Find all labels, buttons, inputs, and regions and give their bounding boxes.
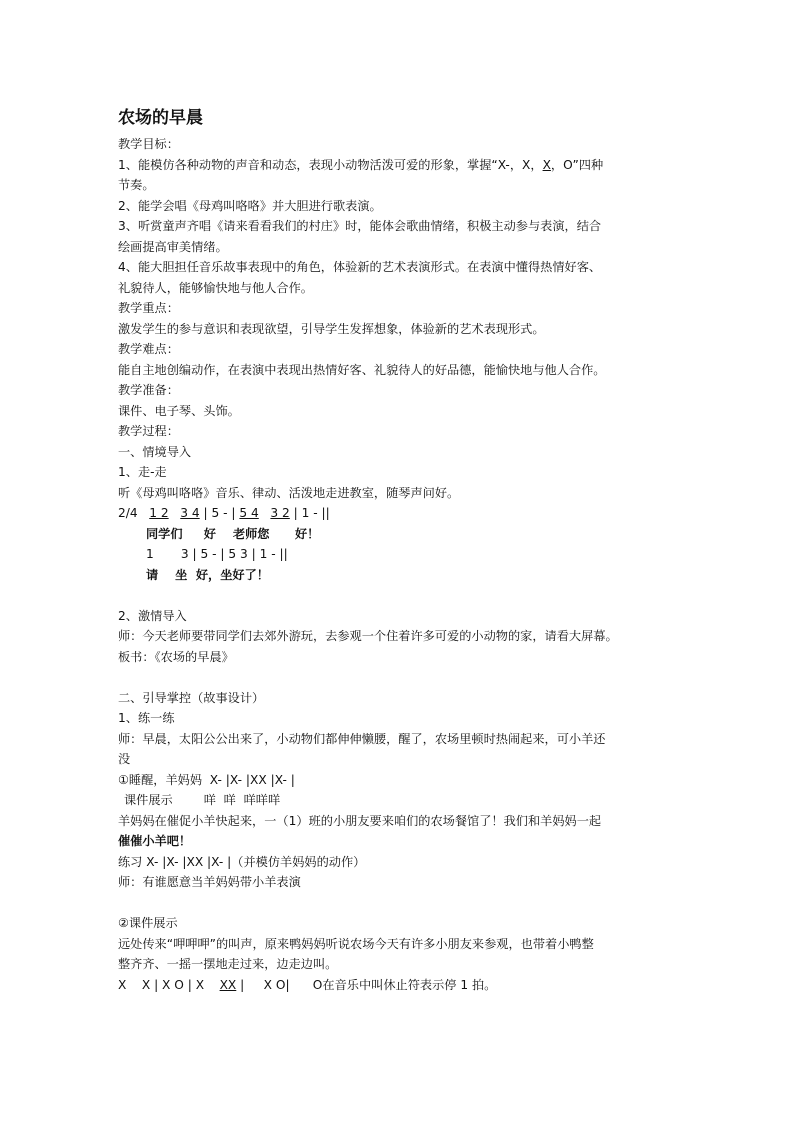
goal-1-cont: 节奏。 — [118, 178, 155, 192]
goal-3-line1: 3、听赏童声齐唱《请来看看我们的村庄》时，能体会歌曲情绪，积极主动参与表演，结合 — [118, 219, 602, 233]
notation-line-1 — [118, 503, 680, 524]
courseware-sounds: 课件展示 咩 咩 咩咩咩 — [124, 793, 281, 807]
step-2-1-text-line1: 师：早晨，太阳公公出来了，小动物们都伸伸懒腰，醒了，农场里顿时热闹起来，可小羊还 — [118, 731, 606, 746]
step-1-2-text: 师：今天老师要带同学们去郊外游玩，去参观一个住着许多可爱的小动物的家，请看大屏幕。 — [118, 629, 618, 643]
note-group: 5 4 — [239, 506, 259, 520]
goals-heading: 教学目标： — [118, 137, 179, 151]
process-heading: 教学过程： — [118, 424, 179, 438]
rhythm-part: | X O| O在音乐中叫休止符表示停 1 拍。 — [236, 977, 497, 992]
notation-line-2: 1 3 | 5 - | 5 3 | 1 - || — [146, 547, 288, 561]
board-text: 板书：《农场的早晨》 — [118, 649, 234, 664]
lyrics-line-1: 同学们 好 老师您 好！ — [146, 526, 320, 541]
blank-line — [118, 893, 680, 914]
goal-4-line1: 4、能大胆担任音乐故事表现中的角色，体验新的艺术表演形式。在表演中懂得热情好客、 — [118, 260, 602, 274]
note-group: 1 2 — [149, 506, 169, 520]
section-2-title: 二、引导掌控（故事设计） — [118, 690, 265, 705]
rhythm-part: X X | X O | X — [118, 977, 220, 992]
note-group: | 5 - | — [199, 506, 240, 520]
step-2-1-title: 1、练一练 — [118, 711, 175, 725]
sheep-text-line2: 催催小羊吧！ — [118, 834, 192, 848]
note-group: 3 2 — [270, 506, 290, 520]
goal-3-line2: 绘画提高审美情绪。 — [118, 239, 228, 254]
focus-text: 激发学生的参与意识和表现欲望，引导学生发挥想象，体验新的艺术表现形式。 — [118, 321, 545, 336]
difficulty-text: 能自主地创编动作，在表演中表现出热情好客、礼貌待人的好品德，能愉快地与他人合作。 — [118, 362, 606, 377]
prep-heading: 教学准备： — [118, 383, 179, 397]
rhythm-underlined: XX — [219, 977, 237, 992]
duck-text-line1: 远处传来“呷呷呷”的叫声，原来鸭妈妈听说农场今天有许多小朋友来参观，也带着小鸭整 — [118, 936, 594, 951]
time-signature: 2/4 — [118, 506, 138, 520]
goal-4-line2: 礼貌待人，能够愉快地与他人合作。 — [118, 280, 313, 295]
duck-rhythm — [118, 975, 680, 996]
difficulty-heading: 教学难点： — [118, 342, 179, 356]
document-page — [118, 104, 680, 995]
blank-line — [118, 585, 680, 606]
note-group: 3 4 — [180, 506, 200, 520]
prep-text: 课件、电子琴、头饰。 — [118, 403, 240, 418]
courseware-2-title: ②课件展示 — [118, 916, 178, 930]
goal-1-text-end: ，O”四种 — [550, 157, 604, 172]
practice-rhythm: 练习 X- |X- |XX |X- |（并模仿羊妈妈的动作） — [118, 854, 366, 869]
goal-1-underlined: X — [542, 157, 551, 172]
step-1-2-title: 2、激情导入 — [118, 608, 187, 623]
step-1-1-text: 听《母鸡叫咯咯》音乐、律动、活泼地走进教室，随琴声问好。 — [118, 485, 460, 500]
duck-text-line2: 整齐齐、一摇一摆地走过来，边走边叫。 — [118, 957, 338, 971]
lyrics-line-2: 请 坐 好，坐好了！ — [146, 567, 269, 582]
blank-line — [118, 667, 680, 688]
focus-heading: 教学重点： — [118, 301, 179, 315]
step-1-1-title: 1、走-走 — [118, 465, 167, 479]
step-2-1-text-line2: 没 — [118, 752, 131, 766]
sheep-text-line1: 羊妈妈在催促小羊快起来，一（1）班的小朋友要来咱们的农场餐馆了！我们和羊妈妈一起 — [118, 813, 602, 828]
goal-1-text: 1、能模仿各种动物的声音和动态，表现小动物活泼可爱的形象，掌握“X-，X， — [118, 157, 543, 172]
teacher-question: 师：有谁愿意当羊妈妈带小羊表演 — [118, 875, 301, 889]
note-group: | 1 - || — [289, 506, 330, 520]
page-title: 农场的早晨 — [118, 108, 203, 128]
section-1-title: 一、情境导入 — [118, 444, 192, 459]
goal-1-line — [118, 155, 680, 176]
wake-rhythm: ①睡醒，羊妈妈 X- |X- |XX |X- | — [118, 772, 295, 787]
goal-2: 2、能学会唱《母鸡叫咯咯》并大胆进行歌表演。 — [118, 198, 382, 213]
